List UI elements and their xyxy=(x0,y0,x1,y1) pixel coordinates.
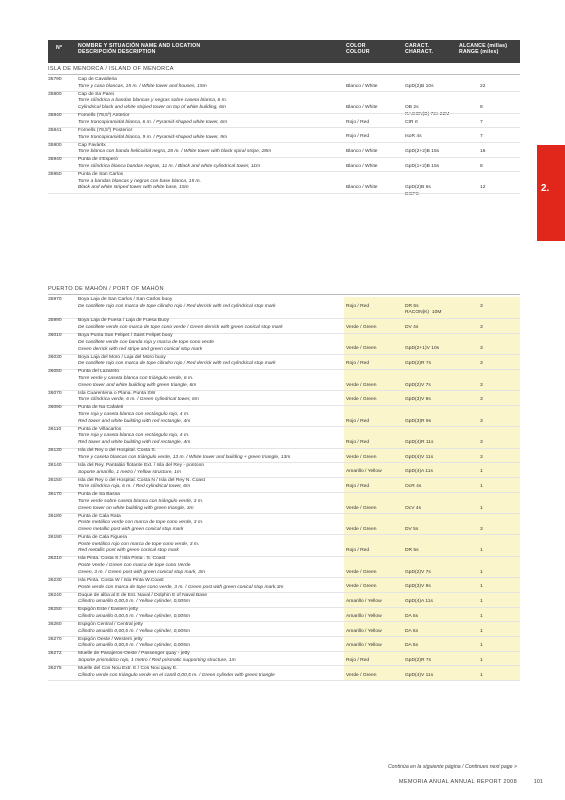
header-color xyxy=(346,43,370,55)
light-number: 36275 xyxy=(48,666,62,671)
light-characteristic: GpD(2)V 7s xyxy=(405,569,431,575)
light-characteristic: GpD(4)A 11s xyxy=(405,599,433,605)
light-name: Cap Favàritx xyxy=(78,142,106,148)
light-characteristic: GpD(4)R 11s xyxy=(405,440,434,446)
light-characteristic: GpD(4)A 11s xyxy=(405,469,433,475)
light-characteristic: DA 5s xyxy=(405,643,419,649)
light-description xyxy=(78,113,346,126)
description-line: Cilindro amarillo 0,00,5 m. / Yellow cylinder, 0,005m xyxy=(78,643,190,649)
light-range: 8 xyxy=(480,105,483,111)
table-row xyxy=(48,535,520,556)
light-characteristic: GpD(2+2)B 15s xyxy=(405,149,440,155)
light-characteristic: DR 5s RACON(K) 10M xyxy=(405,303,442,316)
table-row xyxy=(48,666,520,681)
description-line: Torre troncopiramidal blanca, 9 m. / Pyramid-shaped white tower, 9m xyxy=(78,134,228,140)
light-number: 35900 xyxy=(48,142,62,148)
description-line: Red tower and white building with red rectangle, 4m xyxy=(78,418,191,424)
table-row xyxy=(48,478,520,493)
table-row xyxy=(48,405,520,426)
light-range: 1 xyxy=(480,584,483,590)
light-number: 36070 xyxy=(48,390,62,396)
light-description xyxy=(78,391,346,404)
light-number: 36240 xyxy=(48,592,62,598)
description-line: Torre cilíndrica a bandas blancas y negras sobre caseta blanca, 6 m. xyxy=(78,98,228,104)
description-line: Cilindro amarillo 0,00,5 m. / Yellow cylinder, 0,005m xyxy=(78,599,190,605)
light-name: Punta de s'Esperó xyxy=(78,157,118,163)
light-colour: Verde / Green xyxy=(346,505,377,511)
table-row xyxy=(48,297,520,318)
light-number: 36110 xyxy=(48,426,62,432)
light-range: 1 xyxy=(480,613,483,619)
description-line: Soporte amarillo, 1 metro / Yellow structure, 1m xyxy=(78,469,181,475)
light-name: Punta de Villacarlos xyxy=(78,426,122,432)
light-characteristic: DA 5s xyxy=(405,628,419,634)
light-number: 35840 xyxy=(48,113,62,119)
page-number: 101 xyxy=(533,779,543,785)
table-row xyxy=(48,318,520,333)
light-description xyxy=(78,607,346,620)
light-name: Duque de alba al E de Est. Naval / Dolphin E of Naval Base xyxy=(78,592,208,598)
light-range: 1 xyxy=(480,505,483,511)
light-number: 35970 xyxy=(48,297,62,302)
light-characteristic: IsoR 4s xyxy=(405,134,422,140)
light-description xyxy=(78,535,346,555)
light-range: 12 xyxy=(480,185,486,191)
light-number: 35950 xyxy=(48,171,62,177)
light-characteristic: GpD(4)V 11s xyxy=(405,672,434,678)
light-name: Punta de Sa Bassa xyxy=(78,492,120,498)
light-characteristic: GpD(2)R 7s xyxy=(405,657,432,663)
description-line: De castillete rojo con marca de tope cilindro rojo / Red derrick with red cylindrical stop mark xyxy=(78,303,276,309)
light-name: Punta del Lazareto xyxy=(78,369,120,375)
description-line: Red metallic post with green conical stop mark xyxy=(78,548,179,554)
light-range: 1 xyxy=(480,672,483,678)
light-name: Espigón Oeste / Western jetty xyxy=(78,636,143,642)
light-characteristic: GpD(2)B 6s DGPS xyxy=(405,185,431,197)
section-divider xyxy=(48,294,520,295)
light-range: 3 xyxy=(480,325,483,331)
description-line: Torre cilíndrica verde, 6 m. / Green cylindrical tower, 6m xyxy=(78,397,199,403)
light-range: 1 xyxy=(480,469,483,475)
light-number: 36170 xyxy=(48,492,62,498)
light-name: Isla del Rey o del Hospital. Costa N / Isla del Rey N. Coast xyxy=(78,477,205,483)
description-line: Torre y casa blancas, 15 m. / White tower and houses, 15m xyxy=(78,83,207,89)
light-range: 3 xyxy=(480,382,483,388)
light-colour: Blanco / White xyxy=(346,149,378,155)
table-row xyxy=(48,514,520,535)
light-description xyxy=(78,405,346,425)
light-range: 7 xyxy=(480,119,483,125)
light-number: 36150 xyxy=(48,477,62,483)
header-color-line-1: COLOR xyxy=(346,43,366,49)
description-line: Poste verde con marca de tope cono verde, 3 m. / Green post with green conical stop mark,3m xyxy=(78,584,284,590)
light-name: Isla Pinta. Costa S / Isla Pinta . S. Coast xyxy=(78,556,166,562)
description-line: Red tower and white building with red rectangle, 4m xyxy=(78,440,191,446)
description-line: Poste metálico verde con marca de tope cono verde, 3 m. xyxy=(78,520,204,526)
description-line: Soporte prismático rojo, 1 metro / Red prismatic supporting structure, 1m xyxy=(78,658,236,663)
table-row xyxy=(48,448,520,463)
light-description xyxy=(78,556,346,576)
light-description xyxy=(78,297,346,310)
description-line: Torre cilíndrica blanca bandas negras, 11 m. / Black and white cylindrical tower, 11m xyxy=(78,163,261,169)
light-number: 36190 xyxy=(48,535,62,540)
light-colour: Rojo / Red xyxy=(346,440,370,446)
header-name-line-2: DESCRIPCIÓN DESCRIPTION xyxy=(78,49,156,56)
description-line: Torre verde sobre caseta blanca con triángulo verde, 3 m. xyxy=(78,498,204,504)
table-row xyxy=(48,492,520,513)
light-description xyxy=(78,666,346,679)
table-row xyxy=(48,113,520,128)
light-range: 3 xyxy=(480,526,483,532)
light-name: Fornells (78,5º) Anterior xyxy=(78,113,130,119)
light-range: 1 xyxy=(480,599,483,605)
light-characteristic: GpD(3)R 9s xyxy=(405,418,432,424)
light-number: 36230 xyxy=(48,577,62,583)
light-range: 3 xyxy=(480,418,483,424)
light-characteristic: DR 5s xyxy=(405,548,419,554)
light-characteristic: OcV 4s xyxy=(405,505,422,511)
light-description xyxy=(78,593,346,606)
light-description xyxy=(78,651,346,664)
light-number: 36260 xyxy=(48,621,62,627)
light-range: 3 xyxy=(480,303,483,309)
light-name: Espigón Central / Central jetty xyxy=(78,621,143,627)
table-row xyxy=(48,77,520,92)
table-row xyxy=(48,143,520,158)
light-number: 36210 xyxy=(48,556,62,562)
section-divider xyxy=(48,74,520,75)
footer-report-title: MEMORIA ANUAL ANNUAL REPORT 2008 xyxy=(398,779,517,785)
light-colour: Rojo / Red xyxy=(346,134,370,140)
header-color-line-2: COLOUR xyxy=(346,49,370,56)
light-colour: Verde / Green xyxy=(346,672,377,678)
description-line: Torre roja y caseta blanca con rectángulo rojo, 4 m. xyxy=(78,433,190,439)
light-name: Muelle del Cos Nou Extr. E / Cos Nou quay E. xyxy=(78,666,178,671)
light-description xyxy=(78,578,346,591)
light-name: Punta de Cala Figuera xyxy=(78,535,127,540)
light-range: 22 xyxy=(480,83,486,89)
light-colour: Rojo / Red xyxy=(346,361,370,367)
row-divider xyxy=(48,680,520,681)
light-description xyxy=(78,355,346,368)
light-number: 36140 xyxy=(48,462,62,468)
light-number: 36050 xyxy=(48,369,62,375)
table-row xyxy=(48,369,520,390)
table-row xyxy=(48,333,520,354)
light-number: 35800 xyxy=(48,91,62,97)
light-description xyxy=(78,637,346,650)
light-name: Cap de Cavalleria xyxy=(78,77,117,82)
light-colour: Verde / Green xyxy=(346,526,377,532)
header-name xyxy=(78,43,200,55)
light-colour: Rojo / Red xyxy=(346,548,370,554)
light-number: 35990 xyxy=(48,318,62,324)
light-colour: Rojo / Red xyxy=(346,303,370,309)
light-colour: Rojo / Red xyxy=(346,418,370,424)
table-row xyxy=(48,622,520,637)
light-colour: Amarillo / Yellow xyxy=(346,469,382,475)
header-carac-line-1: CARACT. xyxy=(405,43,430,49)
light-colour: Blanco / White xyxy=(346,185,378,191)
light-colour: Verde / Green xyxy=(346,382,377,388)
light-number: 35790 xyxy=(48,77,62,82)
light-name: Boya Laja de San Carlos / San Carlos buoy xyxy=(78,297,173,302)
table-row xyxy=(48,157,520,172)
light-description xyxy=(78,157,346,170)
light-name: Isla Cuarentena o Plana. Punta SW xyxy=(78,390,156,396)
light-range: 3 xyxy=(480,397,483,403)
description-line: Green, 3 m. / Green post with green conical stop mark, 3m xyxy=(78,569,205,575)
light-colour: Rojo / Red xyxy=(346,119,370,125)
table-row xyxy=(48,607,520,622)
table-row xyxy=(48,637,520,652)
header-characteristics xyxy=(405,43,433,55)
table-header xyxy=(48,40,520,63)
header-carac-line-2: CHARACT. xyxy=(405,49,434,56)
description-line: Poste metálico rojo con marca de tope cono verde, 3 m. xyxy=(78,541,200,547)
chapter-tab xyxy=(537,145,565,241)
row-divider xyxy=(48,193,520,194)
light-description xyxy=(78,143,346,156)
description-line: Cilindro verde con triángulo verde en el cantil 0,00,5 m. / Green cylinder with green triangle xyxy=(78,672,275,678)
description-line: Green metallic post with green conical stop mark xyxy=(78,527,184,532)
light-characteristic: DA 5s xyxy=(405,613,419,619)
light-range: 8 xyxy=(480,163,483,169)
light-name: Boya Laja del Moro / Laja del Moro buoy xyxy=(78,354,166,360)
light-name: Punta de Cala Rata xyxy=(78,513,121,519)
light-range: 3 xyxy=(480,361,483,367)
light-characteristic: GpD(3)V 9s xyxy=(405,397,431,403)
light-colour: Rojo / Red xyxy=(346,657,370,663)
description-line: Cilindro amarillo 0,00,5 m. / Yellow cylinder, 0,005m xyxy=(78,628,190,634)
light-description xyxy=(78,478,346,491)
continues-note: Continúa en la siguiente página / Continues next page > xyxy=(387,764,517,770)
description-line: Cylindrical black and white striped tower on top of white building, 6m xyxy=(78,105,226,111)
table-row xyxy=(48,355,520,370)
light-range: 1 xyxy=(480,569,483,575)
chapter-tab-label: 2. xyxy=(541,183,550,194)
table-row xyxy=(48,171,520,197)
light-name: Isla Pinta. Costa W / Isla Pinta W.Coast xyxy=(78,577,164,583)
description-line: De castillete verde con marca de tope cono verde / Green derrick with green conical stop mark xyxy=(78,325,283,331)
light-colour: Amarillo / Yellow xyxy=(346,643,382,649)
light-range: 16 xyxy=(480,149,486,155)
light-number: 35841 xyxy=(48,127,62,133)
light-characteristic: GpD(2)R 7s xyxy=(405,361,432,367)
light-range: 1 xyxy=(480,484,483,490)
light-name: Punta de San Carlos xyxy=(78,171,124,177)
light-colour: Verde / Green xyxy=(346,325,377,331)
section-title: ISLA DE MENORCA / ISLAND OF MENORCA xyxy=(48,66,174,72)
description-line: De castillete verde con banda roja y marca de tope cono verde xyxy=(78,339,214,345)
table-row xyxy=(48,427,520,448)
light-characteristic: CtR rt xyxy=(405,119,418,125)
light-description xyxy=(78,463,346,476)
light-colour: Verde / Green xyxy=(346,454,377,460)
light-description xyxy=(78,77,346,90)
table-row xyxy=(48,128,520,143)
description-line: Torre blanca con banda helicoidal negra, 28 m. / White tower with black spiral stripe, 28m xyxy=(78,149,272,155)
light-characteristic: GpD(3)V 9s xyxy=(405,584,431,590)
description-line: Torre verde y caseta blanca con triángulo verde, 6 m. xyxy=(78,375,194,381)
table-row xyxy=(48,556,520,577)
light-description xyxy=(78,622,346,635)
light-characteristic: DV 4s xyxy=(405,325,419,331)
light-range: 3 xyxy=(480,454,483,460)
description-line: Torre roja y caseta blanca con rectángulo rojo, 4 m. xyxy=(78,412,190,417)
light-colour: Amarillo / Yellow xyxy=(346,613,382,619)
light-number: 36250 xyxy=(48,607,62,613)
light-description xyxy=(78,172,346,192)
light-characteristic: GpD(2)B 10s xyxy=(405,83,434,89)
light-description xyxy=(78,492,346,512)
light-colour: Verde / Green xyxy=(346,584,377,590)
light-colour: Blanco / White xyxy=(346,105,378,111)
light-characteristic: GpD(2)V 7s xyxy=(405,382,431,388)
light-number: 36130 xyxy=(48,448,62,454)
description-line: Torre a bandas blancas y negras con base blanca, 15 m. xyxy=(78,178,201,184)
light-colour: Blanco / White xyxy=(346,163,378,169)
light-name: Cap de Sa Parei xyxy=(78,91,114,97)
light-description xyxy=(78,318,346,331)
description-line: Green tower and white building with green triangle, 6m xyxy=(78,382,197,388)
light-number: 36030 xyxy=(48,354,62,360)
light-description xyxy=(78,333,346,353)
table-row xyxy=(48,593,520,608)
description-line: Torre troncopiramidal blanca, 6 m. / Pyramid-shaped white tower, 6m xyxy=(78,119,228,125)
light-characteristic: GpD(2+1)V 10s xyxy=(405,346,440,352)
section-title: PUERTO DE MAHÓN / PORT OF MAHÓN xyxy=(48,286,164,292)
light-characteristic: GpD(4)V 11s xyxy=(405,454,434,460)
light-characteristic: GpD(1+2)B 15s xyxy=(405,163,440,169)
light-colour: Blanco / White xyxy=(346,83,378,89)
light-name: Espigón Este / Eastern jetty xyxy=(78,607,139,613)
light-colour: Amarillo / Yellow xyxy=(346,628,382,634)
light-name: Boya Punta San Felipet / Saint Felipet buoy xyxy=(78,333,173,339)
light-range: 1 xyxy=(480,657,483,663)
light-range: 1 xyxy=(480,548,483,554)
light-colour: Verde / Green xyxy=(346,346,377,352)
light-range: 7 xyxy=(480,134,483,140)
header-name-line-1: NOMBRE Y SITUACIÓN NAME AND LOCATION xyxy=(78,43,201,49)
light-name: Fornells (78,5º) Posterior xyxy=(78,127,133,133)
light-colour: Amarillo / Yellow xyxy=(346,599,382,605)
light-name: Boya Laja de Fuesa / Laja de Fuesa Buoy xyxy=(78,318,170,324)
light-description xyxy=(78,514,346,534)
light-range: 1 xyxy=(480,628,483,634)
description-line: Green derrick with red stripe and green conical stop mark xyxy=(78,346,203,352)
description-line: Green tower on white building with green triangle, 3m xyxy=(78,505,194,511)
light-range: 3 xyxy=(480,440,483,446)
description-line: Torre cilíndrica roja, 6 m. / Red cylindrical tower, 6m xyxy=(78,484,191,490)
light-number: 36090 xyxy=(48,405,62,411)
light-description xyxy=(78,128,346,141)
table-row xyxy=(48,651,520,666)
light-description xyxy=(78,369,346,389)
light-name: Punta de Na Cafaleti xyxy=(78,405,124,411)
light-characteristic: OB 2s RACON(B) 72c 22M xyxy=(405,105,450,117)
light-description xyxy=(78,448,346,461)
description-line: Black and white striped tower with white base, 15m xyxy=(78,185,189,191)
header-range-line-2: RANGE (miles) xyxy=(459,49,499,56)
table-row xyxy=(48,391,520,406)
light-range: 3 xyxy=(480,346,483,352)
light-characteristic: DV 5s xyxy=(405,526,419,532)
light-colour: Verde / Green xyxy=(346,397,377,403)
light-number: 36010 xyxy=(48,333,62,339)
description-line: Cilindro amarillo 0,00,5 m. / Yellow cylinder, 0,005m xyxy=(78,613,190,619)
table-row xyxy=(48,463,520,478)
header-range xyxy=(459,43,507,55)
light-colour: Verde / Green xyxy=(346,569,377,575)
light-name: Isla del Rey o del Hospital. Costa S. xyxy=(78,448,157,454)
light-description xyxy=(78,427,346,447)
light-description xyxy=(78,92,346,112)
description-line: De castillete rojo con marca de tope cilindro rojo / Red derrick with red cylindrical stop mark xyxy=(78,361,276,367)
light-name: Muelle de Pasajeros-Oeste / Passenger quay - jetty xyxy=(78,651,190,657)
light-number: 36180 xyxy=(48,513,62,519)
light-characteristic: OcR 4s xyxy=(405,484,422,490)
light-colour: Rojo / Red xyxy=(346,484,370,490)
description-line: Poste Verde / Green con marca de tope cono Verde xyxy=(78,563,191,569)
light-number: 35940 xyxy=(48,157,62,163)
light-number: 36270 xyxy=(48,636,62,642)
table-row xyxy=(48,578,520,593)
light-range: 1 xyxy=(480,643,483,649)
description-line: Torre y caseta blancas con triángulo verde, 13 m. / White tower and building + green triangle, 13m xyxy=(78,454,291,460)
header-range-line-1: ALCANCE (millas) xyxy=(459,43,508,49)
header-number: Nº xyxy=(56,45,63,51)
light-number: 36272 xyxy=(48,651,62,657)
light-name: Isla del Rey. Pantalán flotante Ext. / Isla del Rey - pontoon xyxy=(78,462,205,468)
